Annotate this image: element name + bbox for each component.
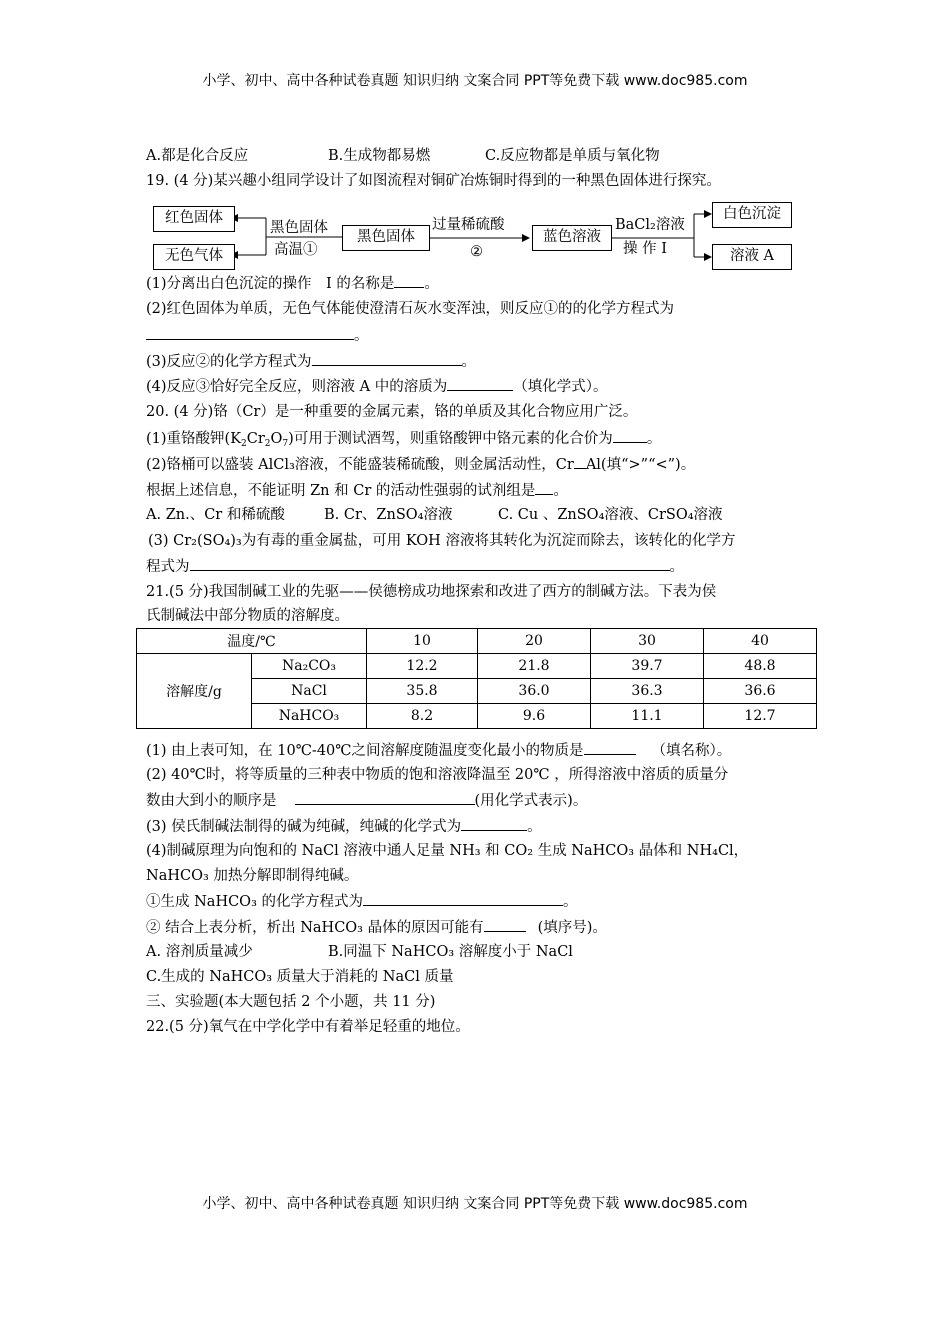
table-row	[137, 629, 817, 654]
q22-stem: 22.(5 分)氧气在中学化学中有着举足轻重的地位。	[146, 1019, 470, 1035]
temp-header: 温度/℃	[137, 629, 367, 654]
value-cell: 36.0	[478, 679, 591, 704]
q21-part1: (1) 由上表可知，在 10℃-40℃之间溶解度随温度变化最小的物质是 （填名称）。	[146, 740, 731, 761]
page-footer: 小学、初中、高中各种试卷真题 知识归纳 文案合同 PPT等免费下载 www.doc985.com	[202, 1196, 748, 1212]
value-cell: 36.6	[704, 679, 817, 704]
page-header: 小学、初中、高中各种试卷真题 知识归纳 文案合同 PPT等免费下载 www.doc985.com	[202, 73, 748, 89]
label-black-solid-reagent: 黑色固体	[270, 220, 328, 236]
q20-option-c: C. Cu 、ZnSO₄溶液、CrSO₄溶液	[498, 507, 723, 523]
q21-stem: 21.(5 分)我国制碱工业的先驱——侯德榜成功地探索和改进了西方的制碱方法。下表为侯	[146, 584, 717, 600]
q21-part2b: 数由大到小的顺序是 (用化学式表示)。	[146, 790, 587, 811]
q20-part2: (2)铬桶可以盛装 AlCl₃溶液，不能盛装稀硫酸，则金属活动性，Cr Al(填“>”“<”)。	[146, 454, 695, 475]
value-cell: 9.6	[478, 704, 591, 729]
q21-option-c: C.生成的 NaHCO₃ 质量大于消耗的 NaCl 质量	[146, 969, 454, 985]
label-operation-i: 操 作 I	[623, 241, 667, 257]
box-black-solid: 黑色固体	[342, 225, 430, 251]
q20-option-a: A. Zn.、Cr 和稀硫酸	[146, 507, 285, 523]
q21-option-a: A. 溶剂质量减少	[146, 944, 253, 960]
q20-part1: (1)重铬酸钾$(K_2Cr_2O_7)$可用于测试酒驾，则重铬酸钾中铬元素的化合价为 。	[146, 428, 661, 449]
temp-cell: 40	[704, 629, 817, 654]
temp-cell: 10	[367, 629, 478, 654]
value-cell: 39.7	[591, 654, 704, 679]
q21-part4: (4)制碱原理为向饱和的 NaCl 溶液中通人足量 NH₃ 和 CO₂ 生成 NaHCO₃ 晶体和 NH₄Cl，	[146, 843, 749, 859]
q21-stem2: 氏制碱法中部分物质的溶解度。	[146, 608, 349, 624]
q21-part4-2: ② 结合上表分析，析出 NaHCO₃ 晶体的原因可能有 (填序号)。	[146, 917, 607, 938]
q18-option-c: C.反应物都是单质与氧化物	[485, 148, 660, 164]
q18-option-a: A.都是化合反应	[146, 148, 249, 164]
value-cell: 35.8	[367, 679, 478, 704]
q19-part1: (1)分离出白色沉淀的操作 I 的名称是 。	[146, 273, 439, 294]
value-cell: 48.8	[704, 654, 817, 679]
q21-part2: (2) 40℃时，将等质量的三种表中物质的饱和溶液降温至 20℃ ，所得溶液中溶质的质量分	[146, 767, 729, 783]
value-cell: 12.7	[704, 704, 817, 729]
label-dilute-acid: 过量稀硫酸	[432, 217, 505, 233]
temp-cell: 30	[591, 629, 704, 654]
q21-part4b: NaHCO₃ 加热分解即制得纯碱。	[146, 868, 359, 884]
arrowhead-acid	[522, 234, 530, 242]
q20-part3b: 程式为 。	[146, 556, 684, 577]
substance-name: Na₂CO₃	[252, 654, 367, 679]
q21-part4-1: ①生成 NaHCO₃ 的化学方程式为 。	[146, 891, 578, 912]
q20-part3: (3) Cr₂(SO₄)₃为有毒的重金属盐，可用 KOH 溶液将其转化为沉淀而除去，该转化的化学方	[148, 533, 736, 549]
q19-stem: 19. (4 分)某兴趣小组同学设计了如图流程对铜矿冶炼铜时得到的一种黑色固体进行探究。	[146, 173, 721, 189]
q21-option-b: B.同温下 NaHCO₃ 溶解度小于 NaCl	[328, 944, 573, 960]
arrowhead-solution-a	[704, 253, 712, 261]
temp-cell: 20	[478, 629, 591, 654]
value-cell: 11.1	[591, 704, 704, 729]
q19-part4: (4)反应③恰好完全反应，则溶液 A 中的溶质为 （填化学式）。	[146, 376, 607, 397]
q20-part2b: 根据上述信息，不能证明 Zn 和 Cr 的活动性强弱的试剂组是 。	[146, 480, 568, 501]
flow-arrows	[0, 0, 950, 280]
value-cell: 21.8	[478, 654, 591, 679]
solubility-table	[136, 628, 817, 729]
q20-stem: 20. (4 分)铬（Cr）是一种重要的金属元素，铬的单质及其化合物应用广泛。	[146, 404, 638, 420]
box-blue-solution: 蓝色溶液	[532, 225, 612, 251]
q19-part3: (3)反应②的化学方程式为 。	[146, 351, 476, 372]
substance-name: NaCl	[252, 679, 367, 704]
box-solution-a: 溶液 A	[712, 244, 792, 270]
box-colorless-gas: 无色气体	[153, 244, 235, 270]
substance-name: NaHCO₃	[252, 704, 367, 729]
label-bacl2: BaCl₂溶液	[615, 217, 685, 233]
box-white-precipitate: 白色沉淀	[712, 202, 792, 228]
arrowhead-white	[704, 210, 712, 218]
q19-part2-blank: 。	[146, 325, 369, 346]
label-step2: ②	[470, 244, 483, 260]
section-3-heading: 三、实验题(本大题包括 2 个小题，共 11 分)	[146, 994, 436, 1010]
solubility-label: 溶解度/g	[137, 654, 252, 729]
label-high-temp: 高温①	[274, 242, 318, 258]
table-row	[137, 654, 817, 679]
q19-part2: (2)红色固体为单质，无色气体能使澄清石灰水变浑浊，则反应①的的化学方程式为	[146, 301, 675, 317]
q20-option-b: B. Cr、ZnSO₄溶液	[324, 507, 453, 523]
value-cell: 36.3	[591, 679, 704, 704]
value-cell: 12.2	[367, 654, 478, 679]
q18-option-b: B.生成物都易燃	[328, 148, 431, 164]
value-cell: 8.2	[367, 704, 478, 729]
box-red-solid: 红色固体	[153, 206, 235, 232]
q21-part3: (3) 侯氏制碱法制得的碱为纯碱，纯碱的化学式为 。	[146, 816, 542, 837]
